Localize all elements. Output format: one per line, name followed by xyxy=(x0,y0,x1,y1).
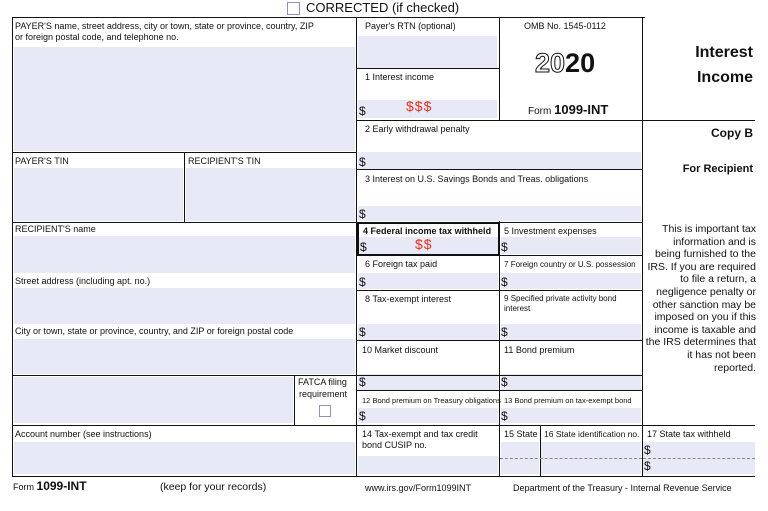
box4-label: 4 Federal income tax withheld xyxy=(363,226,492,236)
box5-dollar: $ xyxy=(501,240,508,254)
box11-dollar: $ xyxy=(501,375,508,389)
footer-department: Department of the Treasury - Internal Revenue Service xyxy=(513,483,732,493)
box5-input[interactable] xyxy=(501,237,641,254)
box15-label: 15 State xyxy=(504,429,538,439)
box17-dollar-2: $ xyxy=(644,459,651,473)
payer-name-input[interactable] xyxy=(14,47,355,151)
box9-dollar: $ xyxy=(501,325,508,339)
box2-label: 2 Early withdrawal penalty xyxy=(365,124,470,134)
box16-label: 16 State identification no. xyxy=(544,429,640,439)
form-title-line2: Income xyxy=(696,69,753,86)
box3-dollar: $ xyxy=(359,207,366,221)
box6-dollar: $ xyxy=(359,275,366,289)
box8-input[interactable] xyxy=(358,324,498,340)
box14-label: 14 Tax-exempt and tax credit bond CUSIP no. xyxy=(362,429,478,450)
payer-tin-label: PAYER'S TIN xyxy=(15,156,69,166)
box4-dollar: $ xyxy=(360,240,367,254)
blank-field[interactable] xyxy=(14,377,293,423)
footer-url[interactable]: www.irs.gov/Form1099INT xyxy=(365,483,472,493)
footer-form-label xyxy=(13,479,87,494)
box4-value: $$ xyxy=(415,236,433,252)
fatca-label-line2: requirement xyxy=(299,389,348,399)
account-number-label: Account number (see instructions) xyxy=(15,429,152,439)
box17-label: 17 State tax withheld xyxy=(647,429,731,439)
form-name: 1099-INT xyxy=(554,102,609,117)
corrected-checkbox[interactable] xyxy=(287,2,300,15)
box11-input[interactable] xyxy=(501,374,641,390)
fatca-label-line1: FATCA filing xyxy=(298,377,347,387)
box14-input[interactable] xyxy=(358,456,498,474)
box8-label: 8 Tax-exempt interest xyxy=(365,294,452,304)
box3-input[interactable] xyxy=(358,206,641,221)
box6-label: 6 Foreign tax paid xyxy=(365,259,438,269)
box13-label: 13 Bond premium on tax-exempt bond xyxy=(504,396,632,405)
payer-tin-input[interactable] xyxy=(14,168,183,221)
footer-form-prefix: Form xyxy=(13,482,34,492)
corrected-label: CORRECTED (if checked) xyxy=(306,0,460,15)
box8-dollar: $ xyxy=(359,325,366,339)
box9-input[interactable] xyxy=(501,324,641,340)
form-prefix: Form xyxy=(528,106,552,117)
tax-year-prefix: 20 xyxy=(535,48,566,78)
box6-input[interactable] xyxy=(358,273,498,289)
payer-name-label-line2: or foreign postal code, and telephone no. xyxy=(15,32,179,42)
box1-value: $$$ xyxy=(406,98,433,114)
form-label-header xyxy=(528,103,608,118)
box10-label: 10 Market discount xyxy=(362,345,439,355)
account-number-input[interactable] xyxy=(14,442,355,474)
box2-input[interactable] xyxy=(358,152,641,169)
fatca-checkbox[interactable] xyxy=(319,405,331,417)
important-notice: This is important tax information and is being furnished to the IRS. If you are required to file a return, a negligence penalty or other sanction may be imposed on you if this income is taxable and the IRS determines that it has not been reported. xyxy=(645,223,756,374)
box17-dollar-1: $ xyxy=(644,443,651,457)
omb-number: OMB No. 1545-0112 xyxy=(524,21,606,31)
recipient-tin-label: RECIPIENT'S TIN xyxy=(188,156,261,166)
for-recipient-label: For Recipient xyxy=(682,163,753,175)
box11-label: 11 Bond premium xyxy=(504,345,575,355)
city-label: City or town, state or province, country, and ZIP or foreign postal code xyxy=(15,326,294,336)
recipient-name-label: RECIPIENT'S name xyxy=(15,224,96,234)
box1-dollar: $ xyxy=(359,104,366,118)
box9-label: 9 Specified private activity bond interest xyxy=(504,294,617,313)
box12-input[interactable] xyxy=(358,408,498,423)
city-input[interactable] xyxy=(14,339,355,374)
tax-year-suffix: 20 xyxy=(565,48,596,78)
payer-rtn-label: Payer's RTN (optional) xyxy=(365,21,456,31)
box10-dollar: $ xyxy=(359,375,366,389)
box7-label: 7 Foreign country or U.S. possession xyxy=(504,260,636,269)
box7-input[interactable] xyxy=(501,273,641,289)
box7-dollar: $ xyxy=(501,275,508,289)
street-address-label: Street address (including apt. no.) xyxy=(15,276,151,286)
payer-name-label-line1: PAYER'S name, street address, city or town, state or province, country, ZIP xyxy=(15,21,314,31)
tax-year xyxy=(535,48,595,78)
recipient-tin-input[interactable] xyxy=(186,168,355,221)
box3-label: 3 Interest on U.S. Savings Bonds and Treas. obligations xyxy=(365,174,589,184)
box13-dollar: $ xyxy=(501,409,508,423)
payer-rtn-input[interactable] xyxy=(358,36,497,68)
box13-input[interactable] xyxy=(501,408,641,423)
box2-dollar: $ xyxy=(359,155,366,169)
form-title-line1: Interest xyxy=(695,44,753,61)
box5-label: 5 Investment expenses xyxy=(504,226,597,236)
recipient-name-input[interactable] xyxy=(14,236,355,273)
box12-label: 12 Bond premium on Treasury obligations xyxy=(362,396,501,405)
street-address-input[interactable] xyxy=(14,288,355,324)
footer-form-name: 1099-INT xyxy=(36,479,87,493)
box12-dollar: $ xyxy=(359,409,366,423)
copy-label: Copy B xyxy=(711,126,753,140)
box1-label: 1 Interest income xyxy=(365,72,435,82)
footer-keep-records: (keep for your records) xyxy=(160,481,267,493)
box10-input[interactable] xyxy=(358,374,498,390)
